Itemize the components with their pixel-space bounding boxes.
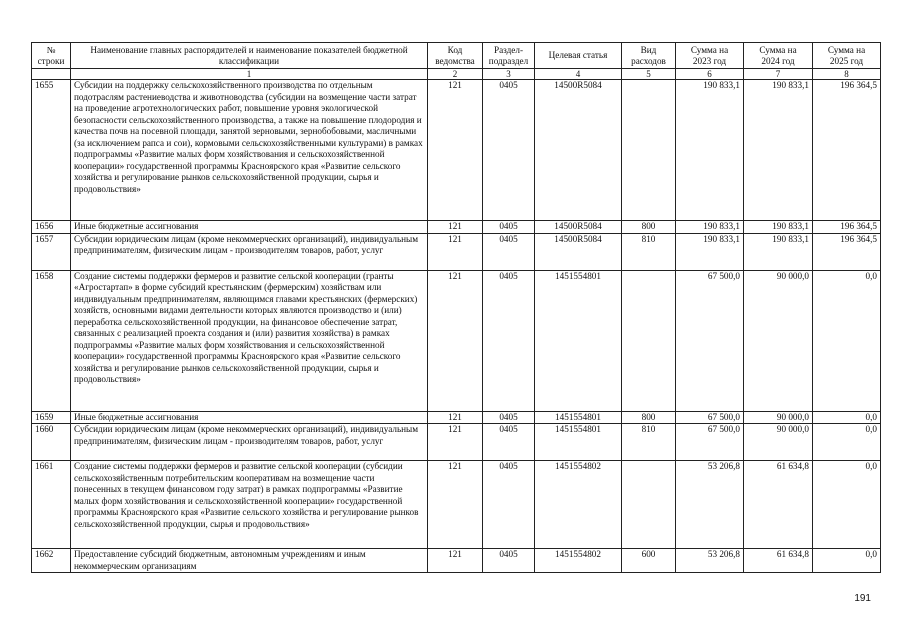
column-header: Раздел- подраздел bbox=[483, 43, 535, 69]
sum-2023: 53 206,8 bbox=[676, 461, 744, 549]
sum-2025: 0,0 bbox=[813, 424, 881, 461]
sum-2025: 196 364,5 bbox=[813, 233, 881, 270]
sum-2025: 0,0 bbox=[813, 549, 881, 573]
target-article: 14500R5084 bbox=[535, 233, 622, 270]
row-name: Субсидии юридическим лицам (кроме некоммерческих организаций), индивидуальным предпринимателям, физическим лицам - производителям товаров, работ, услуг bbox=[71, 424, 428, 461]
row-number: 1657 bbox=[32, 233, 71, 270]
sum-2024: 190 833,1 bbox=[744, 233, 813, 270]
column-header: Наименование главных распорядителей и наименование показателей бюджетной классификации bbox=[71, 43, 428, 69]
table-row bbox=[32, 270, 881, 411]
code-razdel: 0405 bbox=[483, 424, 535, 461]
column-number: 6 bbox=[676, 69, 744, 80]
table-row bbox=[32, 80, 881, 221]
target-article: 14500R5084 bbox=[535, 221, 622, 234]
column-number: 3 bbox=[483, 69, 535, 80]
target-article: 1451554801 bbox=[535, 411, 622, 424]
column-number: 5 bbox=[622, 69, 676, 80]
code-ved: 121 bbox=[428, 270, 483, 411]
column-header: № строки bbox=[32, 43, 71, 69]
target-article: 14500R5084 bbox=[535, 80, 622, 221]
sum-2024: 61 634,8 bbox=[744, 549, 813, 573]
code-ved: 121 bbox=[428, 80, 483, 221]
row-name: Субсидии юридическим лицам (кроме некоммерческих организаций), индивидуальным предпринимателям, физическим лицам - производителям товаров, работ, услуг bbox=[71, 233, 428, 270]
expense-type: 800 bbox=[622, 221, 676, 234]
table-row bbox=[32, 424, 881, 461]
expense-type: 810 bbox=[622, 233, 676, 270]
code-razdel: 0405 bbox=[483, 549, 535, 573]
code-razdel: 0405 bbox=[483, 411, 535, 424]
code-ved: 121 bbox=[428, 461, 483, 549]
code-razdel: 0405 bbox=[483, 461, 535, 549]
column-number: 2 bbox=[428, 69, 483, 80]
expense-type: 600 bbox=[622, 549, 676, 573]
row-number: 1659 bbox=[32, 411, 71, 424]
table-header-row bbox=[32, 43, 881, 69]
sum-2023: 67 500,0 bbox=[676, 424, 744, 461]
column-header: Вид расходов bbox=[622, 43, 676, 69]
expense-type bbox=[622, 461, 676, 549]
sum-2024: 190 833,1 bbox=[744, 221, 813, 234]
code-razdel: 0405 bbox=[483, 270, 535, 411]
table-row bbox=[32, 411, 881, 424]
row-number: 1662 bbox=[32, 549, 71, 573]
column-header: Сумма на 2023 год bbox=[676, 43, 744, 69]
sum-2023: 67 500,0 bbox=[676, 270, 744, 411]
row-name: Создание системы поддержки фермеров и развитие сельской кооперации (гранты «Агростартап» в форме субсидий крестьянским (фермерским) хозяйствам или индивидуальным предпринимателям, являющимся главами крестьянских (фермерских) хозяйств, основными видами деятельности которых являются производство и (или) переработка сельскохозяйственной продукции, на финансовое обеспечение затрат, связанных с реализацией проекта создания и (или) развития хозяйства) в рамках подпрограммы «Развитие малых форм хозяйствования и сельскохозяйственной кооперации» государственной программы Красноярского края «Развитие сельского хозяйства и регулирование рынков сельскохозяйственной продукции, сырья и продовольствия» bbox=[71, 270, 428, 411]
sum-2024: 90 000,0 bbox=[744, 424, 813, 461]
column-number: 1 bbox=[71, 69, 428, 80]
column-number bbox=[32, 69, 71, 80]
row-name: Субсидии на поддержку сельскохозяйственного производства по отдельным подотраслям растениеводства и животноводства (субсидии на возмещение части затрат на проведение агротехнологических работ, повышение уровня экологической безопасности сельскохозяйственного производства, а также на повышение плодородия и качества почв на посевной площади, занятой зерновыми, зернобобовыми, масличными (за исключением рапса и сои), кормовыми сельскохозяйственными культурами) в рамках подпрограммы «Развитие малых форм хозяйствования и сельскохозяйственной кооперации» государственной программы Красноярского края «Развитие сельского хозяйства и регулирование рынков сельскохозяйственной продукции, сырья и продовольствия» bbox=[71, 80, 428, 221]
row-name: Предоставление субсидий бюджетным, автономным учреждениям и иным некоммерческим организациям bbox=[71, 549, 428, 573]
sum-2024: 90 000,0 bbox=[744, 411, 813, 424]
sum-2023: 190 833,1 bbox=[676, 80, 744, 221]
table-row bbox=[32, 549, 881, 573]
sum-2025: 0,0 bbox=[813, 461, 881, 549]
code-razdel: 0405 bbox=[483, 80, 535, 221]
column-header: Сумма на 2025 год bbox=[813, 43, 881, 69]
column-number: 8 bbox=[813, 69, 881, 80]
sum-2025: 0,0 bbox=[813, 411, 881, 424]
sum-2023: 190 833,1 bbox=[676, 233, 744, 270]
target-article: 1451554802 bbox=[535, 549, 622, 573]
row-number: 1658 bbox=[32, 270, 71, 411]
expense-type bbox=[622, 80, 676, 221]
sum-2025: 0,0 bbox=[813, 270, 881, 411]
code-ved: 121 bbox=[428, 424, 483, 461]
sum-2023: 190 833,1 bbox=[676, 221, 744, 234]
row-number: 1660 bbox=[32, 424, 71, 461]
code-ved: 121 bbox=[428, 411, 483, 424]
code-razdel: 0405 bbox=[483, 233, 535, 270]
expense-type: 800 bbox=[622, 411, 676, 424]
column-number: 4 bbox=[535, 69, 622, 80]
row-number: 1655 bbox=[32, 80, 71, 221]
page-number: 191 bbox=[854, 593, 871, 604]
column-number-row bbox=[32, 69, 881, 80]
sum-2025: 196 364,5 bbox=[813, 80, 881, 221]
table-row bbox=[32, 461, 881, 549]
row-number: 1661 bbox=[32, 461, 71, 549]
row-name: Иные бюджетные ассигнования bbox=[71, 221, 428, 234]
code-ved: 121 bbox=[428, 233, 483, 270]
sum-2024: 90 000,0 bbox=[744, 270, 813, 411]
target-article: 1451554801 bbox=[535, 270, 622, 411]
code-razdel: 0405 bbox=[483, 221, 535, 234]
table-row bbox=[32, 221, 881, 234]
row-number: 1656 bbox=[32, 221, 71, 234]
target-article: 1451554802 bbox=[535, 461, 622, 549]
sum-2024: 61 634,8 bbox=[744, 461, 813, 549]
target-article: 1451554801 bbox=[535, 424, 622, 461]
code-ved: 121 bbox=[428, 221, 483, 234]
sum-2023: 67 500,0 bbox=[676, 411, 744, 424]
sum-2025: 196 364,5 bbox=[813, 221, 881, 234]
expense-type bbox=[622, 270, 676, 411]
table-row bbox=[32, 233, 881, 270]
column-header: Код ведомства bbox=[428, 43, 483, 69]
column-number: 7 bbox=[744, 69, 813, 80]
budget-table bbox=[31, 42, 881, 573]
column-header: Сумма на 2024 год bbox=[744, 43, 813, 69]
row-name: Создание системы поддержки фермеров и развитие сельской кооперации (субсидии сельскохозяйственным потребительским кооперативам на возмещение части понесенных в текущем финансовом году затрат) в рамках подпрограммы «Развитие малых форм хозяйствования и сельскохозяйственной кооперации» государственной программы Красноярского края «Развитие сельского хозяйства и регулирование рынков сельскохозяйственной продукции, сырья и продовольствия» bbox=[71, 461, 428, 549]
expense-type: 810 bbox=[622, 424, 676, 461]
sum-2023: 53 206,8 bbox=[676, 549, 744, 573]
column-header: Целевая статья bbox=[535, 43, 622, 69]
row-name: Иные бюджетные ассигнования bbox=[71, 411, 428, 424]
code-ved: 121 bbox=[428, 549, 483, 573]
sum-2024: 190 833,1 bbox=[744, 80, 813, 221]
